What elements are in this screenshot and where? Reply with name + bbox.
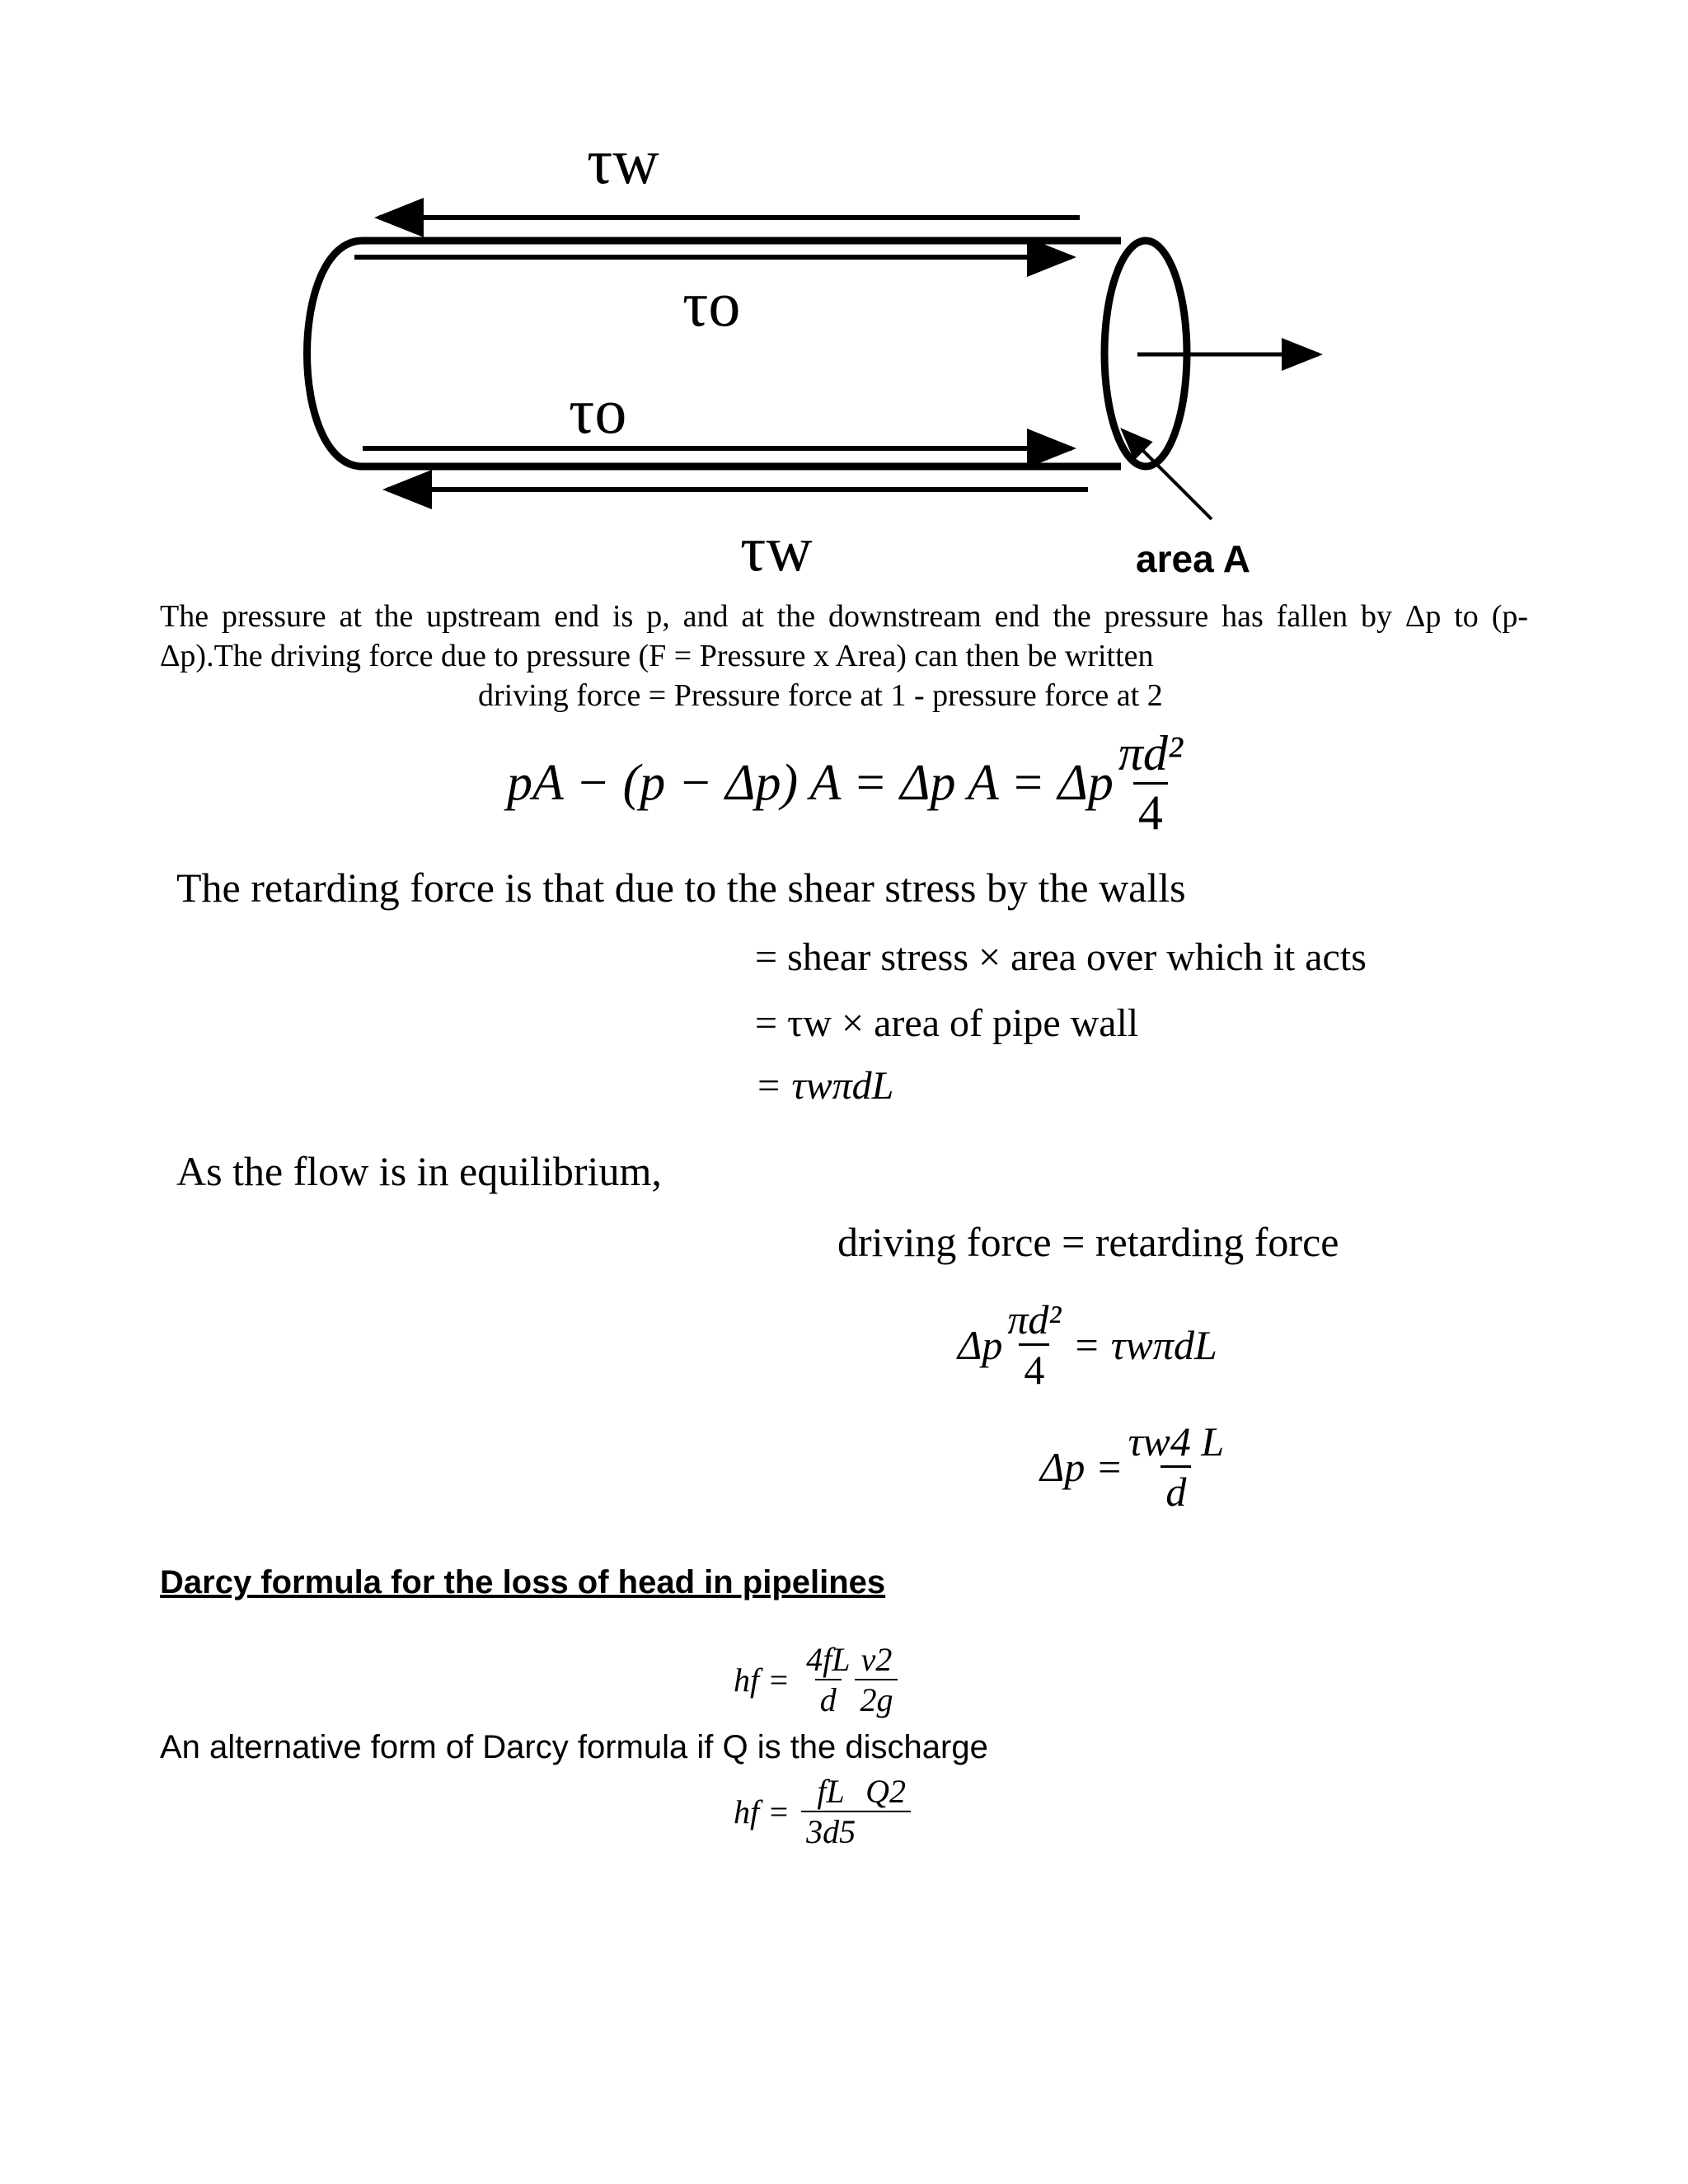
darcy-eq2-frac-1: [801, 1772, 860, 1851]
eq1-left: Δp: [958, 1321, 1003, 1368]
retarding-intro: The retarding force is that due to the shear stress by the walls: [176, 865, 1186, 911]
eq1-num: πd²: [1007, 1296, 1062, 1343]
equilibrium-intro: As the flow is in equilibrium,: [176, 1148, 662, 1194]
tau-o-low-label: τo: [569, 375, 627, 447]
eq2-fraction: [1123, 1418, 1230, 1516]
driving-force-equation: [507, 725, 1188, 841]
tau-w-top-label: τw: [587, 125, 659, 197]
eq2-num: τw4 L: [1128, 1418, 1225, 1465]
retarding-line-2: = τw × area of pipe wall: [755, 1001, 1139, 1045]
eq1-right: = τwπdL: [1072, 1321, 1217, 1368]
darcy-equation-2: [734, 1772, 911, 1851]
darcy-eq1-num1: 4fL: [806, 1641, 851, 1678]
darcy-eq1-lhs: hf =: [734, 1661, 790, 1699]
darcy-eq2-num1: fL: [817, 1773, 845, 1810]
driving-eq-lhs: pA − (p − Δp) A = Δp A = Δp: [507, 755, 1114, 811]
driving-eq-den: 4: [1133, 782, 1168, 841]
darcy-eq2-num2: Q2: [860, 1772, 911, 1812]
eq2-left: Δp =: [1040, 1443, 1123, 1490]
eq2-den: d: [1160, 1465, 1191, 1516]
darcy-equation-1: [734, 1640, 898, 1719]
retarding-line-1: = shear stress × area over which it acts: [755, 935, 1367, 979]
intro-line-2: Δp).The driving force due to pressure (F = Pressure x Area) can then be written: [160, 639, 1154, 673]
retarding-line-3: = τwπdL: [755, 1064, 894, 1108]
intro-paragraph: [160, 597, 1528, 676]
driving-eq-num: πd²: [1118, 726, 1183, 780]
driving-eq-fraction: [1114, 725, 1188, 841]
darcy-eq1-den2: 2g: [855, 1679, 898, 1719]
eq1-den: 4: [1019, 1343, 1049, 1394]
tau-o-mid-label: τo: [682, 268, 741, 340]
eq1-fraction: [1002, 1296, 1066, 1394]
intro-line-1: The pressure at the upstream end is p, and at the downstream end the pressure has fallen by Δp to (p-: [160, 599, 1528, 634]
tau-w-bottom-label: τw: [740, 513, 813, 584]
pipe-shear-diagram: [0, 0, 1688, 593]
darcy-eq1-num2: v2: [860, 1641, 893, 1678]
pipe-left-end: [307, 241, 363, 466]
darcy-eq2-den1: 3d5: [801, 1811, 860, 1851]
darcy-heading: Darcy formula for the loss of head in pipelines: [160, 1564, 886, 1601]
area-a-label: area A: [1136, 537, 1250, 580]
darcy-alt-text: An alternative form of Darcy formula if Q is the discharge: [160, 1729, 988, 1765]
darcy-eq1-frac-2: [855, 1640, 898, 1719]
darcy-eq1-frac-1: [801, 1640, 855, 1719]
darcy-eq2-lhs: hf =: [734, 1793, 790, 1830]
equilibrium-eq-2: [1040, 1418, 1229, 1516]
darcy-eq1-den1: d: [815, 1679, 842, 1719]
equilibrium-eq-1: [958, 1296, 1217, 1394]
darcy-eq2-frac-2: [860, 1772, 911, 1812]
force-balance: driving force = retarding force: [837, 1219, 1339, 1265]
driving-force-definition: driving force = Pressure force at 1 - pressure force at 2: [478, 678, 1163, 713]
